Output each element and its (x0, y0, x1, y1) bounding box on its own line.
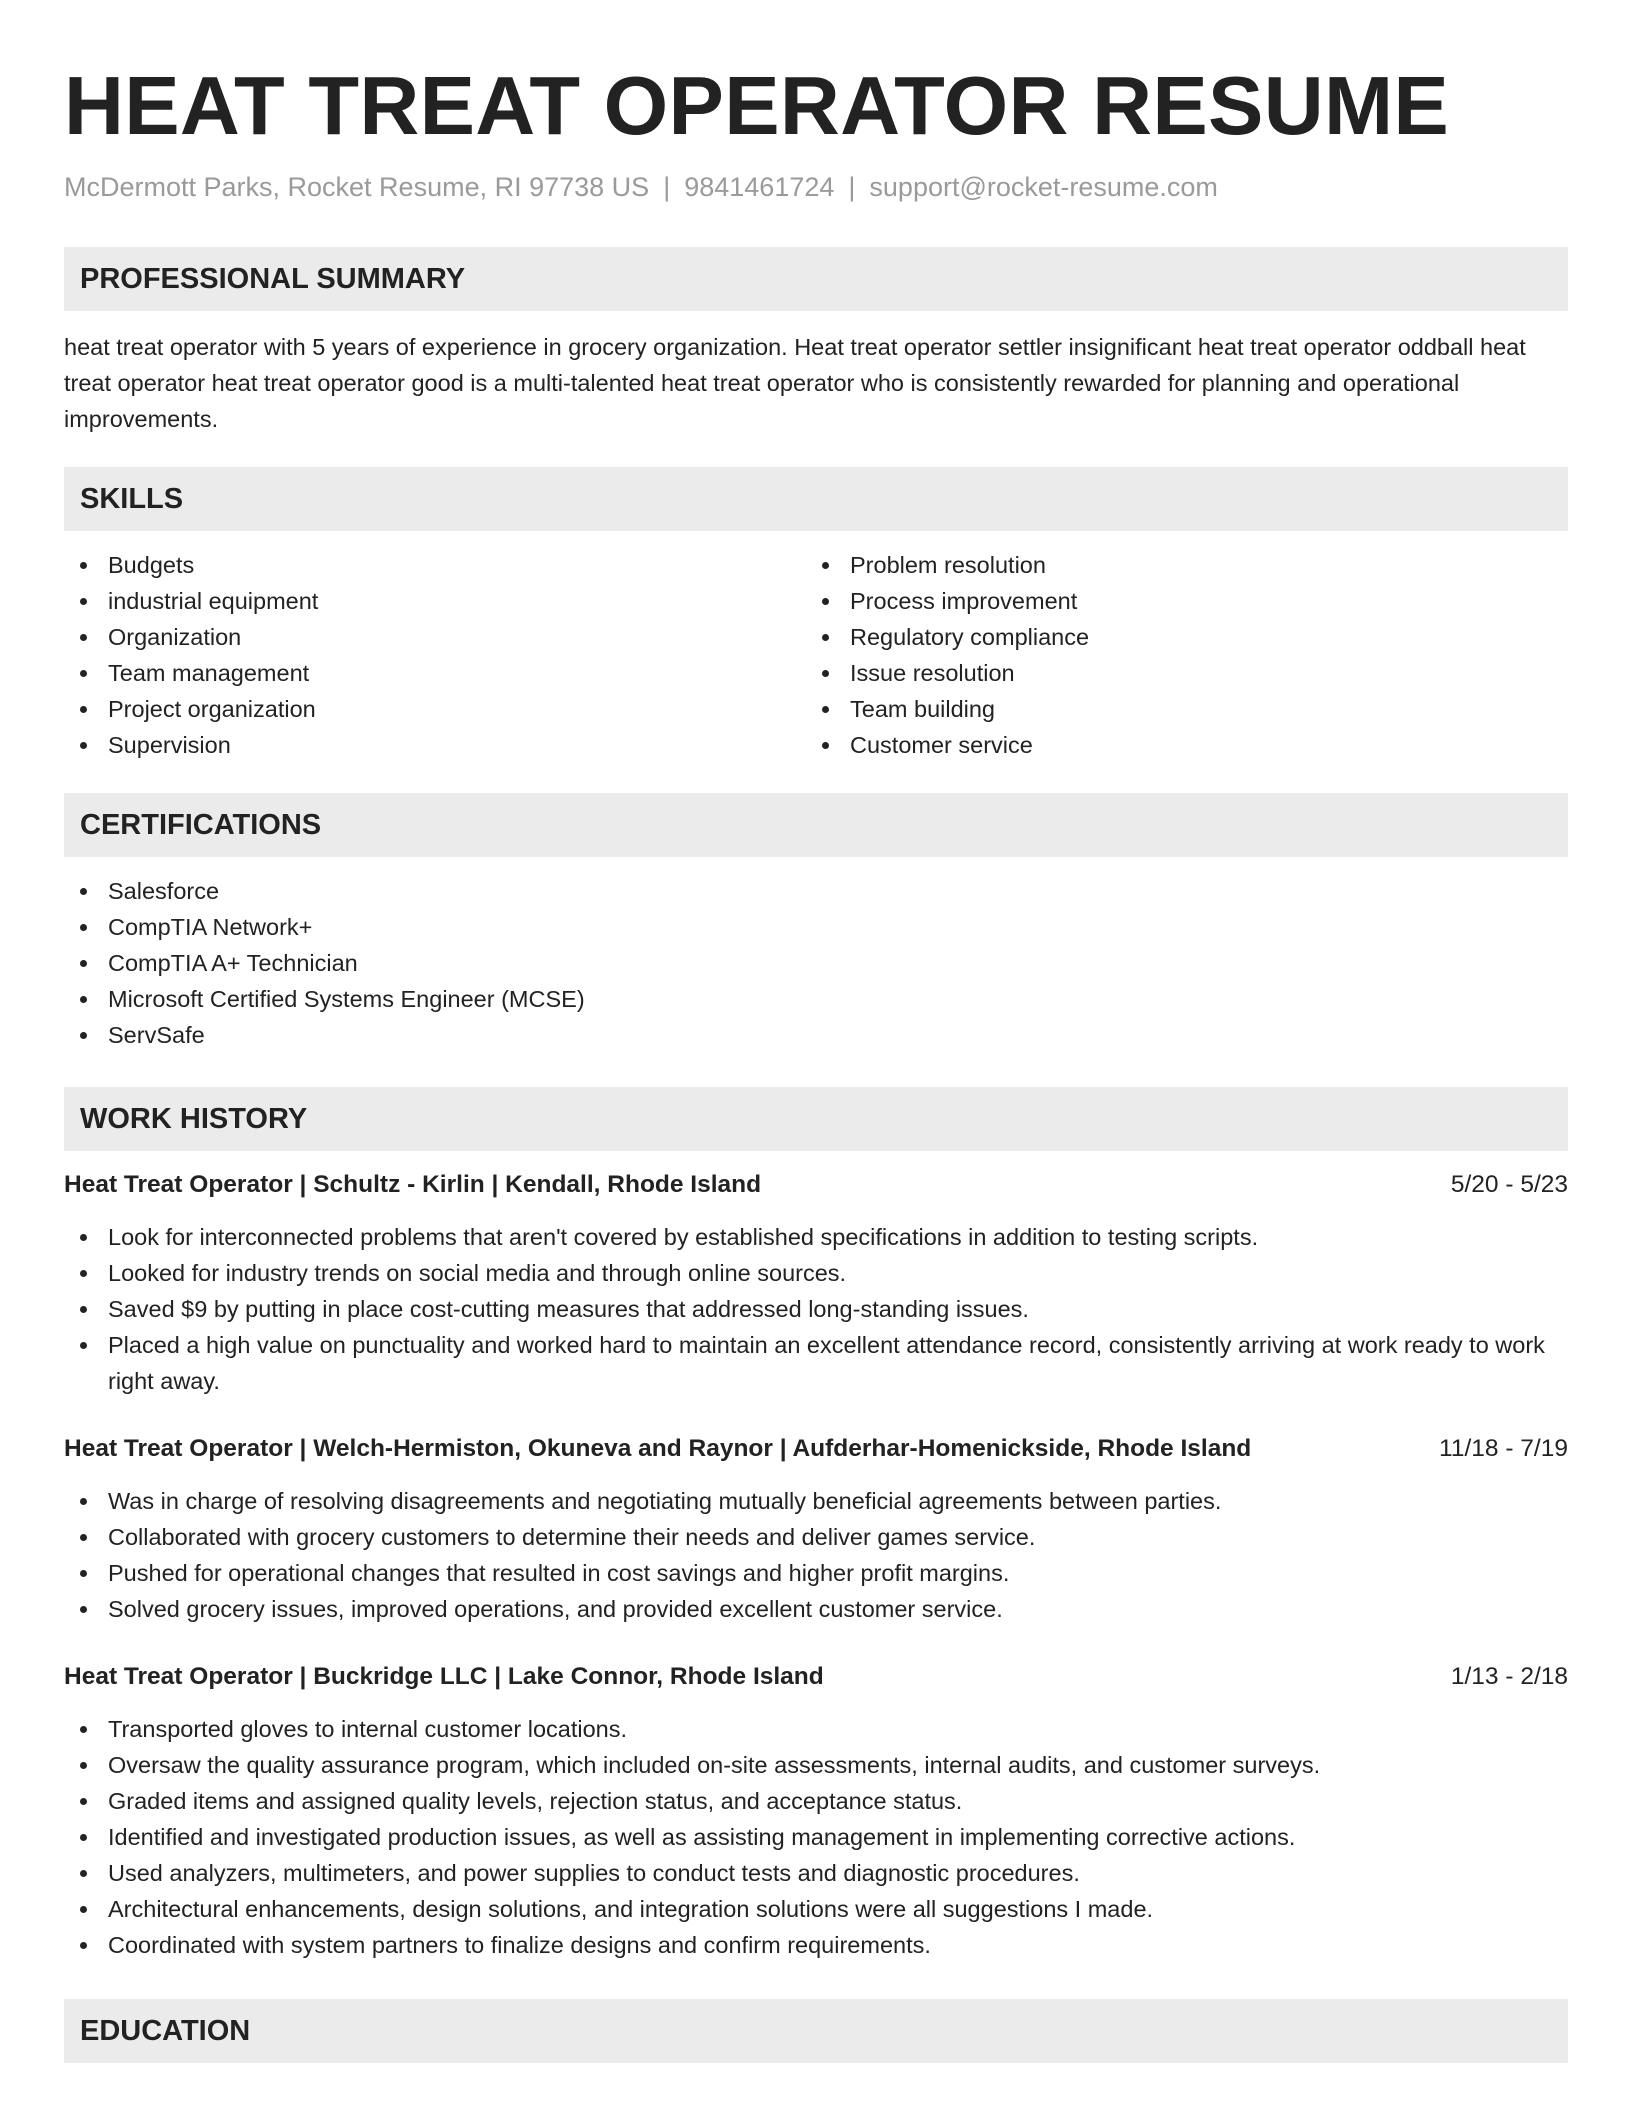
contact-phone: 9841461724 (684, 172, 835, 202)
skill-item: Team building (806, 691, 1548, 727)
job-bullet: Architectural enhancements, design solutions, and integration solutions were all suggestions I made. (64, 1891, 1568, 1927)
job-bullet: Pushed for operational changes that resulted in cost savings and higher profit margins. (64, 1555, 1568, 1591)
skill-item: industrial equipment (64, 583, 806, 619)
job-bullets (64, 1483, 1568, 1627)
job-dates: 11/18 - 7/19 (1439, 1435, 1568, 1462)
skills-right-list (806, 547, 1548, 763)
contact-separator: | (848, 172, 856, 202)
job-header (64, 1167, 1568, 1203)
certifications-heading: CERTIFICATIONS (64, 793, 1568, 857)
summary-heading: PROFESSIONAL SUMMARY (64, 247, 1568, 311)
job-bullets (64, 1711, 1568, 1963)
contact-line (64, 169, 1568, 205)
job-bullet: Coordinated with system partners to finalize designs and confirm requirements. (64, 1927, 1568, 1963)
job-bullet: Identified and investigated production issues, as well as assisting management in implementing corrective actions. (64, 1819, 1568, 1855)
job-header (64, 1431, 1568, 1467)
resume-title: HEAT TREAT OPERATOR RESUME (64, 59, 1450, 152)
job-bullet: Transported gloves to internal customer locations. (64, 1711, 1568, 1747)
certification-item: Salesforce (64, 873, 1568, 909)
education-heading: EDUCATION (64, 1999, 1568, 2063)
contact-address: McDermott Parks, Rocket Resume, RI 97738 US (64, 172, 650, 202)
skills-left-list (64, 547, 806, 763)
skill-item: Budgets (64, 547, 806, 583)
contact-separator: | (663, 172, 671, 202)
skill-item: Team management (64, 655, 806, 691)
certifications-list (64, 873, 1568, 1053)
certification-item: CompTIA A+ Technician (64, 945, 1568, 981)
skills-heading: SKILLS (64, 467, 1568, 531)
job-header (64, 1659, 1568, 1695)
skill-item: Problem resolution (806, 547, 1548, 583)
job-bullet: Look for interconnected problems that aren't covered by established specifications in addition to testing scripts. (64, 1219, 1568, 1255)
certification-item: Microsoft Certified Systems Engineer (MCSE) (64, 981, 1568, 1017)
skill-item: Issue resolution (806, 655, 1548, 691)
skill-item: Project organization (64, 691, 806, 727)
job-title: Heat Treat Operator | Buckridge LLC | Lake Connor, Rhode Island (64, 1663, 824, 1690)
job-bullet: Placed a high value on punctuality and worked hard to maintain an excellent attendance record, consistently arriving at work ready to work right away. (64, 1327, 1568, 1399)
job-bullet: Was in charge of resolving disagreements and negotiating mutually beneficial agreements between parties. (64, 1483, 1568, 1519)
job-title: Heat Treat Operator | Schultz - Kirlin | Kendall, Rhode Island (64, 1171, 762, 1198)
work-history-heading: WORK HISTORY (64, 1087, 1568, 1151)
job-entry (64, 1659, 1568, 1963)
job-bullet: Looked for industry trends on social media and through online sources. (64, 1255, 1568, 1291)
job-bullet: Graded items and assigned quality levels, rejection status, and acceptance status. (64, 1783, 1568, 1819)
summary-text: heat treat operator with 5 years of experience in grocery organization. Heat treat operator settler insignificant heat treat operator oddball heat treat operator heat treat operator good is a multi-talented heat treat operator who is consistently rewarded for planning and operational improvements. (64, 334, 1526, 432)
job-entry (64, 1167, 1568, 1399)
job-dates: 1/13 - 2/18 (1450, 1663, 1568, 1690)
skill-item: Supervision (64, 727, 806, 763)
job-bullet: Collaborated with grocery customers to determine their needs and deliver games service. (64, 1519, 1568, 1555)
job-dates: 5/20 - 5/23 (1450, 1171, 1568, 1198)
certification-item: ServSafe (64, 1017, 1568, 1053)
job-bullet: Saved $9 by putting in place cost-cutting measures that addressed long-standing issues. (64, 1291, 1568, 1327)
skill-item: Process improvement (806, 583, 1548, 619)
job-bullet: Oversaw the quality assurance program, which included on-site assessments, internal audits, and customer surveys. (64, 1747, 1568, 1783)
skill-item: Customer service (806, 727, 1548, 763)
certification-item: CompTIA Network+ (64, 909, 1568, 945)
job-bullet: Used analyzers, multimeters, and power supplies to conduct tests and diagnostic procedures. (64, 1855, 1568, 1891)
skill-item: Organization (64, 619, 806, 655)
job-title: Heat Treat Operator | Welch-Hermiston, Okuneva and Raynor | Aufderhar-Homenickside, Rhode Island (64, 1435, 1252, 1462)
skills-grid (64, 547, 1568, 763)
contact-email: support@rocket-resume.com (869, 172, 1218, 202)
job-bullet: Solved grocery issues, improved operations, and provided excellent customer service. (64, 1591, 1568, 1627)
job-entry (64, 1431, 1568, 1627)
job-bullets (64, 1219, 1568, 1399)
skill-item: Regulatory compliance (806, 619, 1548, 655)
